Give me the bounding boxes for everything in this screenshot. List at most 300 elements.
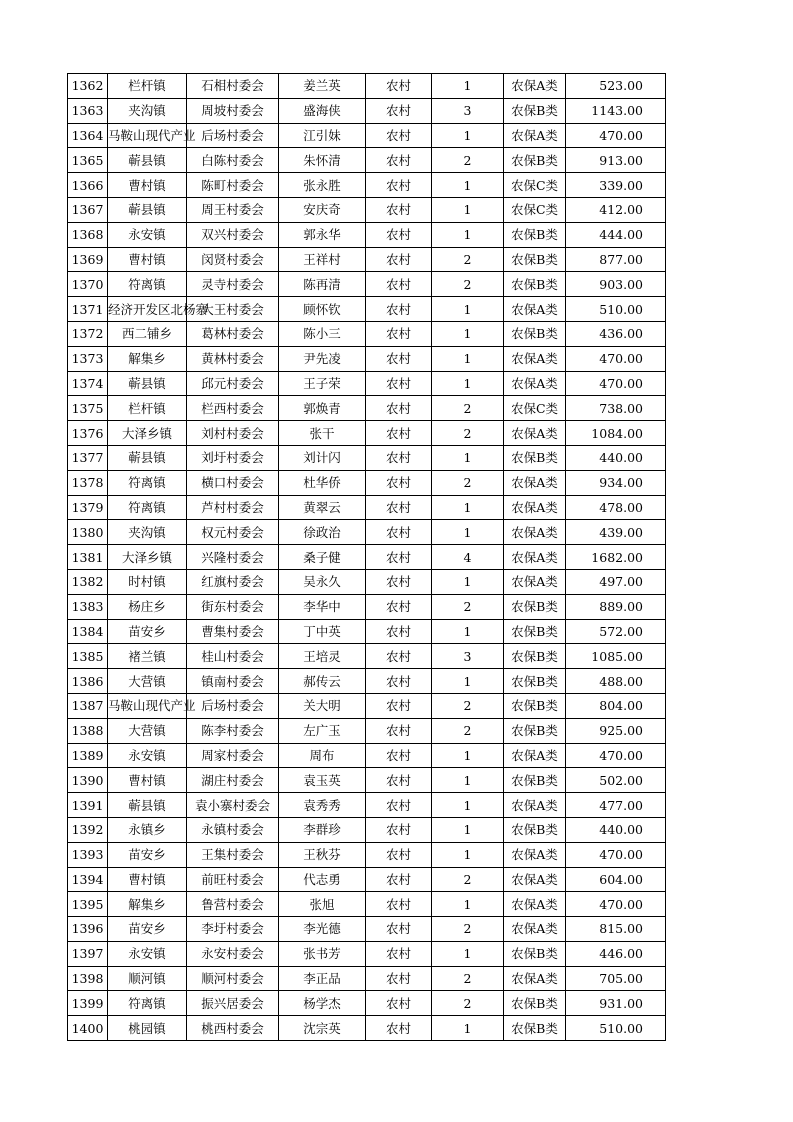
insurance-class-cell: 农保A类 bbox=[504, 569, 566, 594]
insurance-class-cell: 农保A类 bbox=[504, 743, 566, 768]
table-row bbox=[68, 98, 666, 123]
amount-cell: 877.00 bbox=[566, 247, 666, 272]
table-row bbox=[68, 470, 666, 495]
table-row bbox=[68, 346, 666, 371]
table-row bbox=[68, 644, 666, 669]
village-committee-cell: 陈町村委会 bbox=[187, 173, 279, 198]
amount-cell: 913.00 bbox=[566, 148, 666, 173]
insurance-class-cell: 农保A类 bbox=[504, 495, 566, 520]
row-number-cell: 1375 bbox=[68, 396, 108, 421]
amount-cell: 1085.00 bbox=[566, 644, 666, 669]
village-committee-cell: 王集村委会 bbox=[187, 842, 279, 867]
household-type-cell: 农村 bbox=[366, 396, 432, 421]
township-cell: 大营镇 bbox=[108, 718, 187, 743]
table-row bbox=[68, 1016, 666, 1041]
amount-cell: 470.00 bbox=[566, 892, 666, 917]
household-type-cell: 农村 bbox=[366, 743, 432, 768]
amount-cell: 889.00 bbox=[566, 594, 666, 619]
insurance-class-cell: 农保B类 bbox=[504, 321, 566, 346]
table-row bbox=[68, 545, 666, 570]
person-name-cell: 张书芳 bbox=[279, 941, 366, 966]
table-body bbox=[68, 74, 666, 1041]
township-cell: 解集乡 bbox=[108, 892, 187, 917]
family-size-cell: 1 bbox=[432, 892, 504, 917]
township-cell: 西二铺乡 bbox=[108, 321, 187, 346]
person-name-cell: 刘计闪 bbox=[279, 445, 366, 470]
village-committee-cell: 镇南村委会 bbox=[187, 669, 279, 694]
person-name-cell: 盛海侠 bbox=[279, 98, 366, 123]
row-number-cell: 1384 bbox=[68, 619, 108, 644]
village-committee-cell: 桃西村委会 bbox=[187, 1016, 279, 1041]
family-size-cell: 2 bbox=[432, 148, 504, 173]
family-size-cell: 4 bbox=[432, 545, 504, 570]
amount-cell: 439.00 bbox=[566, 520, 666, 545]
village-committee-cell: 李圩村委会 bbox=[187, 917, 279, 942]
row-number-cell: 1379 bbox=[68, 495, 108, 520]
village-committee-cell: 永镇村委会 bbox=[187, 817, 279, 842]
family-size-cell: 2 bbox=[432, 718, 504, 743]
amount-cell: 477.00 bbox=[566, 793, 666, 818]
household-type-cell: 农村 bbox=[366, 495, 432, 520]
insurance-class-cell: 农保B类 bbox=[504, 445, 566, 470]
family-size-cell: 1 bbox=[432, 445, 504, 470]
row-number-cell: 1397 bbox=[68, 941, 108, 966]
person-name-cell: 张永胜 bbox=[279, 173, 366, 198]
insurance-class-cell: 农保B类 bbox=[504, 693, 566, 718]
household-type-cell: 农村 bbox=[366, 619, 432, 644]
family-size-cell: 2 bbox=[432, 991, 504, 1016]
family-size-cell: 1 bbox=[432, 669, 504, 694]
insurance-class-cell: 农保C类 bbox=[504, 173, 566, 198]
table-row bbox=[68, 123, 666, 148]
insurance-class-cell: 农保B类 bbox=[504, 594, 566, 619]
person-name-cell: 郭永华 bbox=[279, 222, 366, 247]
person-name-cell: 黄翠云 bbox=[279, 495, 366, 520]
township-cell: 解集乡 bbox=[108, 346, 187, 371]
insurance-class-cell: 农保A类 bbox=[504, 74, 566, 99]
village-committee-cell: 权元村委会 bbox=[187, 520, 279, 545]
household-type-cell: 农村 bbox=[366, 470, 432, 495]
row-number-cell: 1382 bbox=[68, 569, 108, 594]
insurance-class-cell: 农保C类 bbox=[504, 396, 566, 421]
family-size-cell: 1 bbox=[432, 197, 504, 222]
row-number-cell: 1400 bbox=[68, 1016, 108, 1041]
row-number-cell: 1381 bbox=[68, 545, 108, 570]
family-size-cell: 2 bbox=[432, 396, 504, 421]
insurance-class-cell: 农保A类 bbox=[504, 545, 566, 570]
row-number-cell: 1395 bbox=[68, 892, 108, 917]
township-cell: 蕲县镇 bbox=[108, 371, 187, 396]
family-size-cell: 2 bbox=[432, 421, 504, 446]
household-type-cell: 农村 bbox=[366, 421, 432, 446]
township-cell: 蕲县镇 bbox=[108, 148, 187, 173]
village-committee-cell: 葛林村委会 bbox=[187, 321, 279, 346]
table-row bbox=[68, 941, 666, 966]
township-cell: 大泽乡镇 bbox=[108, 545, 187, 570]
insurance-class-cell: 农保A类 bbox=[504, 470, 566, 495]
insurance-class-cell: 农保A类 bbox=[504, 966, 566, 991]
family-size-cell: 2 bbox=[432, 966, 504, 991]
household-type-cell: 农村 bbox=[366, 569, 432, 594]
family-size-cell: 1 bbox=[432, 321, 504, 346]
household-type-cell: 农村 bbox=[366, 718, 432, 743]
table-row bbox=[68, 197, 666, 222]
table-row bbox=[68, 669, 666, 694]
household-type-cell: 农村 bbox=[366, 917, 432, 942]
row-number-cell: 1368 bbox=[68, 222, 108, 247]
township-cell: 时村镇 bbox=[108, 569, 187, 594]
village-committee-cell: 石相村委会 bbox=[187, 74, 279, 99]
family-size-cell: 3 bbox=[432, 644, 504, 669]
amount-cell: 446.00 bbox=[566, 941, 666, 966]
person-name-cell: 丁中英 bbox=[279, 619, 366, 644]
family-size-cell: 1 bbox=[432, 768, 504, 793]
table-row bbox=[68, 594, 666, 619]
village-committee-cell: 芦村村委会 bbox=[187, 495, 279, 520]
township-cell: 永安镇 bbox=[108, 222, 187, 247]
insurance-class-cell: 农保B类 bbox=[504, 148, 566, 173]
amount-cell: 1143.00 bbox=[566, 98, 666, 123]
insurance-class-cell: 农保A类 bbox=[504, 892, 566, 917]
amount-cell: 925.00 bbox=[566, 718, 666, 743]
amount-cell: 436.00 bbox=[566, 321, 666, 346]
township-cell: 马鞍山现代产业 bbox=[108, 693, 187, 718]
row-number-cell: 1389 bbox=[68, 743, 108, 768]
village-committee-cell: 周坡村委会 bbox=[187, 98, 279, 123]
family-size-cell: 1 bbox=[432, 74, 504, 99]
insurance-class-cell: 农保B类 bbox=[504, 247, 566, 272]
household-type-cell: 农村 bbox=[366, 98, 432, 123]
row-number-cell: 1372 bbox=[68, 321, 108, 346]
row-number-cell: 1362 bbox=[68, 74, 108, 99]
household-type-cell: 农村 bbox=[366, 842, 432, 867]
amount-cell: 510.00 bbox=[566, 1016, 666, 1041]
township-cell: 经济开发区北杨寨 bbox=[108, 297, 187, 322]
family-size-cell: 1 bbox=[432, 173, 504, 198]
person-name-cell: 周布 bbox=[279, 743, 366, 768]
person-name-cell: 张干 bbox=[279, 421, 366, 446]
person-name-cell: 关大明 bbox=[279, 693, 366, 718]
row-number-cell: 1366 bbox=[68, 173, 108, 198]
table-row bbox=[68, 768, 666, 793]
insurance-class-cell: 农保A类 bbox=[504, 297, 566, 322]
person-name-cell: 安庆奇 bbox=[279, 197, 366, 222]
person-name-cell: 李正品 bbox=[279, 966, 366, 991]
amount-cell: 470.00 bbox=[566, 346, 666, 371]
household-type-cell: 农村 bbox=[366, 817, 432, 842]
person-name-cell: 袁秀秀 bbox=[279, 793, 366, 818]
table-row bbox=[68, 966, 666, 991]
table-row bbox=[68, 495, 666, 520]
person-name-cell: 李华中 bbox=[279, 594, 366, 619]
township-cell: 桃园镇 bbox=[108, 1016, 187, 1041]
household-type-cell: 农村 bbox=[366, 768, 432, 793]
table-row bbox=[68, 892, 666, 917]
village-committee-cell: 白陈村委会 bbox=[187, 148, 279, 173]
row-number-cell: 1390 bbox=[68, 768, 108, 793]
family-size-cell: 1 bbox=[432, 123, 504, 148]
row-number-cell: 1363 bbox=[68, 98, 108, 123]
insurance-class-cell: 农保A类 bbox=[504, 917, 566, 942]
table-row bbox=[68, 743, 666, 768]
person-name-cell: 尹先凌 bbox=[279, 346, 366, 371]
township-cell: 栏杆镇 bbox=[108, 396, 187, 421]
family-size-cell: 2 bbox=[432, 917, 504, 942]
village-committee-cell: 后场村委会 bbox=[187, 693, 279, 718]
table-row bbox=[68, 74, 666, 99]
village-committee-cell: 横口村委会 bbox=[187, 470, 279, 495]
row-number-cell: 1388 bbox=[68, 718, 108, 743]
amount-cell: 339.00 bbox=[566, 173, 666, 198]
insurance-class-cell: 农保B类 bbox=[504, 222, 566, 247]
household-type-cell: 农村 bbox=[366, 594, 432, 619]
household-type-cell: 农村 bbox=[366, 123, 432, 148]
township-cell: 符离镇 bbox=[108, 272, 187, 297]
township-cell: 曹村镇 bbox=[108, 247, 187, 272]
row-number-cell: 1377 bbox=[68, 445, 108, 470]
insurance-class-cell: 农保B类 bbox=[504, 817, 566, 842]
row-number-cell: 1387 bbox=[68, 693, 108, 718]
amount-cell: 815.00 bbox=[566, 917, 666, 942]
township-cell: 蕲县镇 bbox=[108, 197, 187, 222]
allowance-table bbox=[67, 73, 666, 1041]
amount-cell: 1084.00 bbox=[566, 421, 666, 446]
insurance-class-cell: 农保B类 bbox=[504, 272, 566, 297]
table-row bbox=[68, 321, 666, 346]
household-type-cell: 农村 bbox=[366, 793, 432, 818]
village-committee-cell: 周家村委会 bbox=[187, 743, 279, 768]
insurance-class-cell: 农保B类 bbox=[504, 98, 566, 123]
insurance-class-cell: 农保B类 bbox=[504, 669, 566, 694]
village-committee-cell: 刘村村委会 bbox=[187, 421, 279, 446]
insurance-class-cell: 农保A类 bbox=[504, 867, 566, 892]
township-cell: 蕲县镇 bbox=[108, 793, 187, 818]
insurance-class-cell: 农保B类 bbox=[504, 644, 566, 669]
family-size-cell: 1 bbox=[432, 297, 504, 322]
township-cell: 马鞍山现代产业 bbox=[108, 123, 187, 148]
table-row bbox=[68, 793, 666, 818]
township-cell: 永安镇 bbox=[108, 941, 187, 966]
village-committee-cell: 红旗村委会 bbox=[187, 569, 279, 594]
row-number-cell: 1399 bbox=[68, 991, 108, 1016]
village-committee-cell: 黄林村委会 bbox=[187, 346, 279, 371]
table-row bbox=[68, 445, 666, 470]
township-cell: 符离镇 bbox=[108, 495, 187, 520]
family-size-cell: 1 bbox=[432, 346, 504, 371]
person-name-cell: 王秋芬 bbox=[279, 842, 366, 867]
table-row bbox=[68, 569, 666, 594]
village-committee-cell: 兴隆村委会 bbox=[187, 545, 279, 570]
household-type-cell: 农村 bbox=[366, 247, 432, 272]
person-name-cell: 张旭 bbox=[279, 892, 366, 917]
household-type-cell: 农村 bbox=[366, 445, 432, 470]
table-row bbox=[68, 718, 666, 743]
township-cell: 蕲县镇 bbox=[108, 445, 187, 470]
village-committee-cell: 邱元村委会 bbox=[187, 371, 279, 396]
township-cell: 曹村镇 bbox=[108, 173, 187, 198]
village-committee-cell: 栏西村委会 bbox=[187, 396, 279, 421]
table-row bbox=[68, 222, 666, 247]
amount-cell: 903.00 bbox=[566, 272, 666, 297]
household-type-cell: 农村 bbox=[366, 941, 432, 966]
person-name-cell: 徐政治 bbox=[279, 520, 366, 545]
row-number-cell: 1370 bbox=[68, 272, 108, 297]
family-size-cell: 1 bbox=[432, 743, 504, 768]
village-committee-cell: 桂山村委会 bbox=[187, 644, 279, 669]
table-row bbox=[68, 917, 666, 942]
insurance-class-cell: 农保A类 bbox=[504, 842, 566, 867]
village-committee-cell: 街东村委会 bbox=[187, 594, 279, 619]
row-number-cell: 1393 bbox=[68, 842, 108, 867]
household-type-cell: 农村 bbox=[366, 321, 432, 346]
village-committee-cell: 灵寺村委会 bbox=[187, 272, 279, 297]
household-type-cell: 农村 bbox=[366, 991, 432, 1016]
township-cell: 大营镇 bbox=[108, 669, 187, 694]
row-number-cell: 1398 bbox=[68, 966, 108, 991]
township-cell: 顺河镇 bbox=[108, 966, 187, 991]
row-number-cell: 1380 bbox=[68, 520, 108, 545]
person-name-cell: 陈小三 bbox=[279, 321, 366, 346]
household-type-cell: 农村 bbox=[366, 520, 432, 545]
amount-cell: 488.00 bbox=[566, 669, 666, 694]
person-name-cell: 李光德 bbox=[279, 917, 366, 942]
family-size-cell: 2 bbox=[432, 272, 504, 297]
insurance-class-cell: 农保A类 bbox=[504, 520, 566, 545]
person-name-cell: 王祥村 bbox=[279, 247, 366, 272]
household-type-cell: 农村 bbox=[366, 693, 432, 718]
amount-cell: 604.00 bbox=[566, 867, 666, 892]
insurance-class-cell: 农保B类 bbox=[504, 991, 566, 1016]
amount-cell: 470.00 bbox=[566, 743, 666, 768]
family-size-cell: 1 bbox=[432, 495, 504, 520]
insurance-class-cell: 农保B类 bbox=[504, 718, 566, 743]
person-name-cell: 吴永久 bbox=[279, 569, 366, 594]
village-committee-cell: 陈李村委会 bbox=[187, 718, 279, 743]
person-name-cell: 江引妹 bbox=[279, 123, 366, 148]
person-name-cell: 陈再清 bbox=[279, 272, 366, 297]
row-number-cell: 1396 bbox=[68, 917, 108, 942]
amount-cell: 478.00 bbox=[566, 495, 666, 520]
person-name-cell: 桑子健 bbox=[279, 545, 366, 570]
insurance-class-cell: 农保A类 bbox=[504, 793, 566, 818]
row-number-cell: 1367 bbox=[68, 197, 108, 222]
insurance-class-cell: 农保A类 bbox=[504, 421, 566, 446]
insurance-class-cell: 农保B类 bbox=[504, 941, 566, 966]
township-cell: 曹村镇 bbox=[108, 867, 187, 892]
row-number-cell: 1385 bbox=[68, 644, 108, 669]
family-size-cell: 1 bbox=[432, 520, 504, 545]
township-cell: 符离镇 bbox=[108, 991, 187, 1016]
village-committee-cell: 刘圩村委会 bbox=[187, 445, 279, 470]
row-number-cell: 1364 bbox=[68, 123, 108, 148]
household-type-cell: 农村 bbox=[366, 173, 432, 198]
township-cell: 苗安乡 bbox=[108, 917, 187, 942]
person-name-cell: 袁玉英 bbox=[279, 768, 366, 793]
row-number-cell: 1373 bbox=[68, 346, 108, 371]
village-committee-cell: 鲁营村委会 bbox=[187, 892, 279, 917]
insurance-class-cell: 农保A类 bbox=[504, 346, 566, 371]
row-number-cell: 1374 bbox=[68, 371, 108, 396]
person-name-cell: 李群珍 bbox=[279, 817, 366, 842]
insurance-class-cell: 农保B类 bbox=[504, 768, 566, 793]
amount-cell: 804.00 bbox=[566, 693, 666, 718]
township-cell: 符离镇 bbox=[108, 470, 187, 495]
table-row bbox=[68, 693, 666, 718]
row-number-cell: 1365 bbox=[68, 148, 108, 173]
household-type-cell: 农村 bbox=[366, 545, 432, 570]
amount-cell: 497.00 bbox=[566, 569, 666, 594]
table-row bbox=[68, 247, 666, 272]
township-cell: 杨庄乡 bbox=[108, 594, 187, 619]
table-row bbox=[68, 619, 666, 644]
table-row bbox=[68, 297, 666, 322]
person-name-cell: 沈宗英 bbox=[279, 1016, 366, 1041]
person-name-cell: 王子荣 bbox=[279, 371, 366, 396]
household-type-cell: 农村 bbox=[366, 644, 432, 669]
township-cell: 栏杆镇 bbox=[108, 74, 187, 99]
village-committee-cell: 双兴村委会 bbox=[187, 222, 279, 247]
family-size-cell: 2 bbox=[432, 693, 504, 718]
insurance-class-cell: 农保C类 bbox=[504, 197, 566, 222]
township-cell: 苗安乡 bbox=[108, 619, 187, 644]
township-cell: 曹村镇 bbox=[108, 768, 187, 793]
amount-cell: 440.00 bbox=[566, 817, 666, 842]
amount-cell: 931.00 bbox=[566, 991, 666, 1016]
household-type-cell: 农村 bbox=[366, 1016, 432, 1041]
township-cell: 永镇乡 bbox=[108, 817, 187, 842]
household-type-cell: 农村 bbox=[366, 371, 432, 396]
amount-cell: 572.00 bbox=[566, 619, 666, 644]
amount-cell: 470.00 bbox=[566, 123, 666, 148]
village-committee-cell: 大王村委会 bbox=[187, 297, 279, 322]
village-committee-cell: 湖庄村委会 bbox=[187, 768, 279, 793]
township-cell: 大泽乡镇 bbox=[108, 421, 187, 446]
village-committee-cell: 袁小寨村委会 bbox=[187, 793, 279, 818]
table-row bbox=[68, 520, 666, 545]
person-name-cell: 王培灵 bbox=[279, 644, 366, 669]
person-name-cell: 杜华侨 bbox=[279, 470, 366, 495]
person-name-cell: 杨学杰 bbox=[279, 991, 366, 1016]
household-type-cell: 农村 bbox=[366, 966, 432, 991]
person-name-cell: 左广玉 bbox=[279, 718, 366, 743]
person-name-cell: 姜兰英 bbox=[279, 74, 366, 99]
family-size-cell: 1 bbox=[432, 941, 504, 966]
table-row bbox=[68, 867, 666, 892]
amount-cell: 412.00 bbox=[566, 197, 666, 222]
person-name-cell: 顾怀钦 bbox=[279, 297, 366, 322]
family-size-cell: 1 bbox=[432, 842, 504, 867]
insurance-class-cell: 农保A类 bbox=[504, 371, 566, 396]
township-cell: 夹沟镇 bbox=[108, 98, 187, 123]
family-size-cell: 3 bbox=[432, 98, 504, 123]
amount-cell: 705.00 bbox=[566, 966, 666, 991]
row-number-cell: 1394 bbox=[68, 867, 108, 892]
row-number-cell: 1386 bbox=[68, 669, 108, 694]
row-number-cell: 1383 bbox=[68, 594, 108, 619]
household-type-cell: 农村 bbox=[366, 74, 432, 99]
village-committee-cell: 周王村委会 bbox=[187, 197, 279, 222]
township-cell: 永安镇 bbox=[108, 743, 187, 768]
table-row bbox=[68, 421, 666, 446]
household-type-cell: 农村 bbox=[366, 297, 432, 322]
insurance-class-cell: 农保A类 bbox=[504, 123, 566, 148]
amount-cell: 523.00 bbox=[566, 74, 666, 99]
amount-cell: 470.00 bbox=[566, 842, 666, 867]
amount-cell: 440.00 bbox=[566, 445, 666, 470]
household-type-cell: 农村 bbox=[366, 346, 432, 371]
township-cell: 褚兰镇 bbox=[108, 644, 187, 669]
family-size-cell: 1 bbox=[432, 569, 504, 594]
